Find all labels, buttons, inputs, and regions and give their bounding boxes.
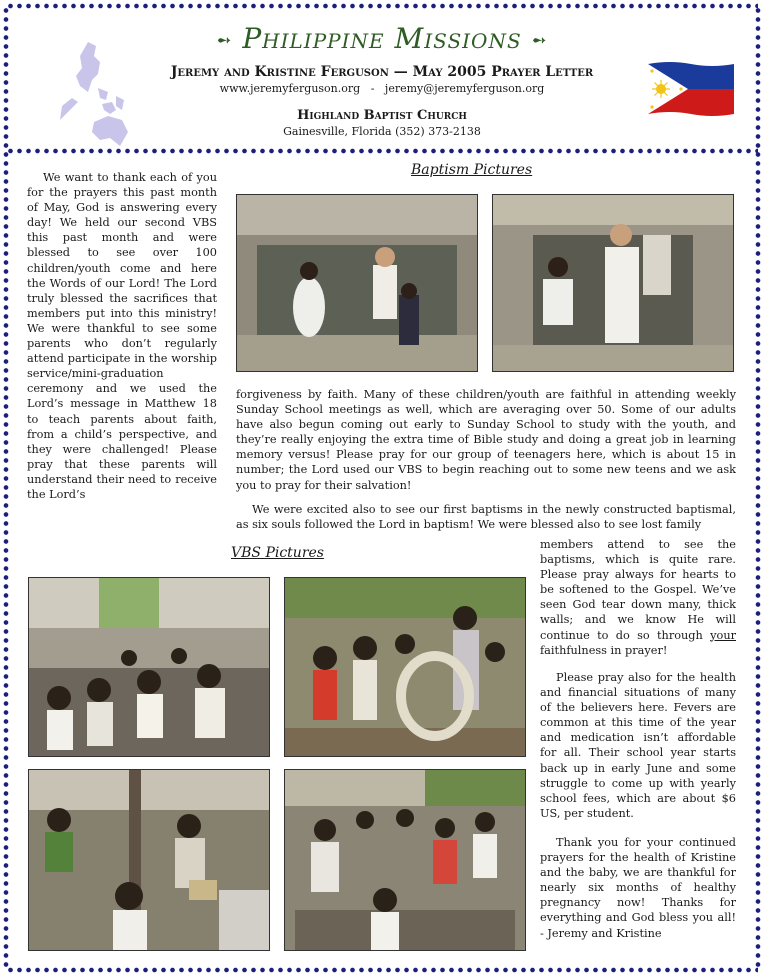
baptism-photo-2 [492,194,734,372]
border-top [6,3,758,9]
vbs-caption: VBS Pictures [231,545,324,561]
intro-paragraph: We want to thank each of you for the prayers this past month of May, God is answering every day! We held our second VBS this past month and were blessed to see over 100 children/youth come and here the Words of our Lord! The Lord truly blessed the sacrifices that members put into this ministry! We were thankful to see some parents who don’t regularly attend participate in the worship service/mini-graduation ceremony and we used the Lord’s message in Matthew 18 to teach parents about faith, from a child’s perspective, and they were challenged! Please pray that these parents will understand their need to receive the Lord’s [27,171,217,501]
baptism-text-a: members attend to see the baptisms, which is quite rare. Please pray always for hearts to be softened to the Gospel. We’ve seen God tear down many, thick walls; and we know He will continue to do so through [540,538,736,642]
border-bottom [6,967,758,973]
contact-line [12,82,752,95]
baptism-text-b: faithfulness in prayer! [540,643,668,657]
emphasis-your: your [710,628,737,642]
border-right [755,6,761,970]
contact-separator: - [370,82,375,95]
church-name: Highland Baptist Church [297,108,467,123]
health-paragraph: Please pray also for the health and financial situations of many of the believers here. Fevers are common at this time of the year and medication isn’t affordable for all. Their school year starts back up in early June and some struggle to come up with yearly school fees, which are about $6 US, per student. [540,671,736,820]
church-address: Gainesville, Florida (352) 373-2138 [283,125,481,138]
closing-paragraph: Thank you for your continued prayers for the health of Kristine and the baby, we are thankful for nearly six months of healthy pregnancy now! Thanks for everything and God bless you all! - Jeremy and Kristine [540,836,736,940]
baptism-caption: Baptism Pictures [411,162,533,178]
baptism-paragraph-narrow [540,537,736,658]
letter-header [12,12,752,148]
letter-subtitle: Jeremy and Kristine Ferguson — May 2005 Prayer Letter [170,64,594,80]
philippine-flag-icon [648,60,734,118]
title-text: Philippine Missions [242,22,522,55]
border-left [3,6,9,970]
vbs-photo-3 [28,769,270,951]
vbs-photo-2 [284,577,526,757]
baptism-photo-1 [236,194,478,372]
title-right-ornament: ➻ [531,30,548,51]
email-link[interactable]: jeremy@jeremyferguson.org [384,82,545,95]
page-title [12,22,752,55]
baptism-paragraph-wide: We were excited also to see our first baptisms in the newly constructed baptismal, as six souls followed the Lord in baptism! We were blessed also to see lost family [236,503,736,532]
website-link[interactable]: www.jeremyferguson.org [219,82,361,95]
vbs-photo-1 [28,577,270,757]
vbs-photo-4 [284,769,526,951]
title-left-ornament: ➻ [216,30,233,51]
sunday-school-paragraph: forgiveness by faith. Many of these children/youth are faithful in attending weekly Sunday School meetings as well, which are averaging over 50. Some of our adults have also begun coming out early to Sunday School to study with the youth, and they’re really enjoying the extra time of Bible study and doing a great job in learning memory versus! Please pray for our group of teenagers here, which is about 15 in number; the Lord used our VBS to begin reaching out to some new teens and we ask you to pray for their salvation! [236,388,736,492]
